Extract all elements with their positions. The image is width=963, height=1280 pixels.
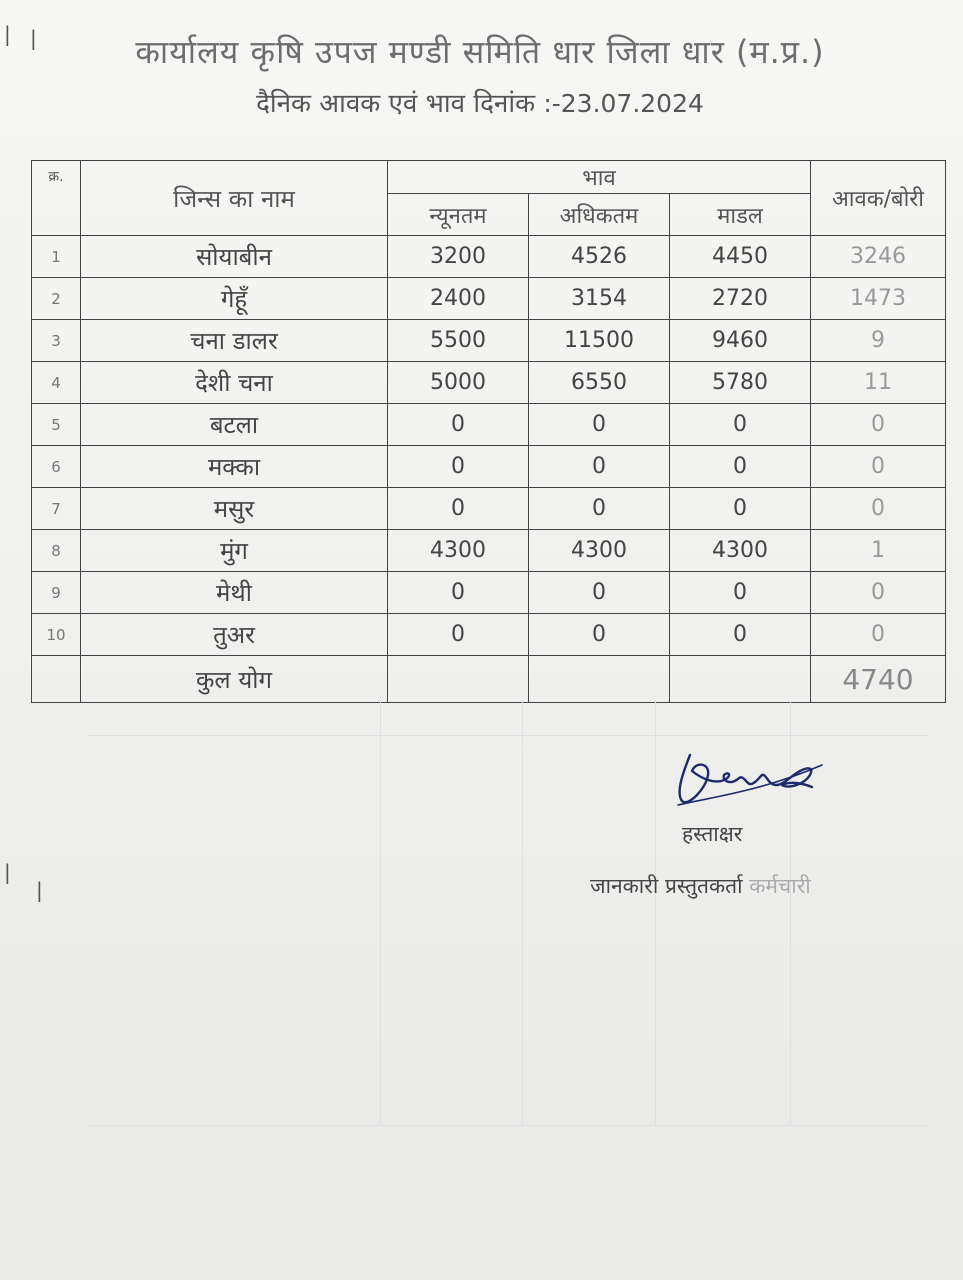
table-row (32, 236, 946, 278)
min-price-cell: 2400 (388, 278, 529, 320)
commodity-name-cell: मसुर (81, 488, 388, 530)
header-commodity-name: जिन्स का नाम (81, 161, 388, 236)
margin-mark: | (4, 860, 11, 884)
commodity-name-cell: सोयाबीन (81, 236, 388, 278)
total-min-cell (388, 656, 529, 703)
min-price-cell: 0 (388, 488, 529, 530)
commodity-name-cell: मेथी (81, 572, 388, 614)
prepared-by-text-faint: कर्मचारी (749, 874, 811, 898)
model-price-cell: 2720 (670, 278, 811, 320)
model-price-cell: 0 (670, 614, 811, 656)
max-price-cell: 4526 (529, 236, 670, 278)
prepared-by-label (590, 872, 811, 900)
table-row (32, 404, 946, 446)
total-serial-cell (32, 656, 81, 703)
max-price-cell: 0 (529, 614, 670, 656)
header-price-group: भाव (388, 161, 811, 194)
model-price-cell: 0 (670, 488, 811, 530)
margin-mark: | (36, 878, 43, 902)
header-max: अधिकतम (529, 194, 670, 236)
model-price-cell: 0 (670, 404, 811, 446)
price-arrival-table (31, 160, 946, 703)
serial-cell: 3 (32, 320, 81, 362)
bleed-through-line (655, 700, 656, 1125)
total-row (32, 656, 946, 703)
report-subtitle (40, 84, 920, 120)
header-min: न्यूनतम (388, 194, 529, 236)
table-row (32, 320, 946, 362)
total-label: कुल योग (81, 656, 388, 703)
model-price-cell: 0 (670, 572, 811, 614)
serial-cell: 4 (32, 362, 81, 404)
commodity-name-cell: देशी चना (81, 362, 388, 404)
table-row (32, 362, 946, 404)
bleed-through-line (88, 735, 928, 736)
margin-mark: | (30, 26, 37, 50)
min-price-cell: 0 (388, 404, 529, 446)
arrival-cell: 0 (811, 446, 946, 488)
model-price-cell: 4450 (670, 236, 811, 278)
max-price-cell: 4300 (529, 530, 670, 572)
commodity-name-cell: चना डालर (81, 320, 388, 362)
prepared-by-text: जानकारी प्रस्तुतकर्ता (590, 874, 743, 898)
total-arrival-value: 4740 (811, 656, 946, 703)
commodity-name-cell: बटला (81, 404, 388, 446)
min-price-cell: 3200 (388, 236, 529, 278)
serial-cell: 8 (32, 530, 81, 572)
table-row (32, 572, 946, 614)
table-header-row (32, 161, 946, 194)
serial-cell: 9 (32, 572, 81, 614)
serial-cell: 7 (32, 488, 81, 530)
arrival-cell: 9 (811, 320, 946, 362)
office-title: कार्यालय कृषि उपज मण्डी समिति धार जिला धार (म.प्र.) (135, 33, 825, 71)
arrival-cell: 0 (811, 404, 946, 446)
model-price-cell: 4300 (670, 530, 811, 572)
bleed-through-line (380, 700, 381, 1125)
header-model: माडल (670, 194, 811, 236)
model-price-cell: 9460 (670, 320, 811, 362)
table-row (32, 530, 946, 572)
max-price-cell: 6550 (529, 362, 670, 404)
arrival-cell: 1473 (811, 278, 946, 320)
table-row (32, 446, 946, 488)
total-model-cell (670, 656, 811, 703)
max-price-cell: 0 (529, 404, 670, 446)
min-price-cell: 0 (388, 572, 529, 614)
subtitle-label: दैनिक आवक एवं भाव दिनांक (256, 89, 536, 119)
max-price-cell: 0 (529, 446, 670, 488)
model-price-cell: 5780 (670, 362, 811, 404)
header-serial: क्र. (32, 161, 81, 236)
commodity-name-cell: मुंग (81, 530, 388, 572)
serial-cell: 2 (32, 278, 81, 320)
report-date: :-23.07.2024 (543, 89, 704, 118)
serial-cell: 5 (32, 404, 81, 446)
min-price-cell: 4300 (388, 530, 529, 572)
table-row (32, 488, 946, 530)
min-price-cell: 5000 (388, 362, 529, 404)
max-price-cell: 3154 (529, 278, 670, 320)
margin-mark: | (4, 22, 11, 46)
max-price-cell: 0 (529, 572, 670, 614)
arrival-cell: 3246 (811, 236, 946, 278)
commodity-name-cell: तुअर (81, 614, 388, 656)
total-max-cell (529, 656, 670, 703)
arrival-cell: 0 (811, 614, 946, 656)
model-price-cell: 0 (670, 446, 811, 488)
arrival-cell: 0 (811, 488, 946, 530)
header-arrival: आवक/बोरी (811, 161, 946, 236)
signature-image (672, 745, 832, 815)
arrival-cell: 1 (811, 530, 946, 572)
max-price-cell: 0 (529, 488, 670, 530)
min-price-cell: 0 (388, 446, 529, 488)
arrival-cell: 0 (811, 572, 946, 614)
signature-label: हस्ताक्षर (682, 822, 743, 846)
commodity-name-cell: गेहूँ (81, 278, 388, 320)
arrival-cell: 11 (811, 362, 946, 404)
min-price-cell: 0 (388, 614, 529, 656)
serial-cell: 6 (32, 446, 81, 488)
commodity-name-cell: मक्का (81, 446, 388, 488)
table-row (32, 614, 946, 656)
serial-cell: 10 (32, 614, 81, 656)
max-price-cell: 11500 (529, 320, 670, 362)
serial-cell: 1 (32, 236, 81, 278)
bleed-through-line (88, 1125, 928, 1126)
table-row (32, 278, 946, 320)
bleed-through-line (522, 700, 523, 1125)
min-price-cell: 5500 (388, 320, 529, 362)
